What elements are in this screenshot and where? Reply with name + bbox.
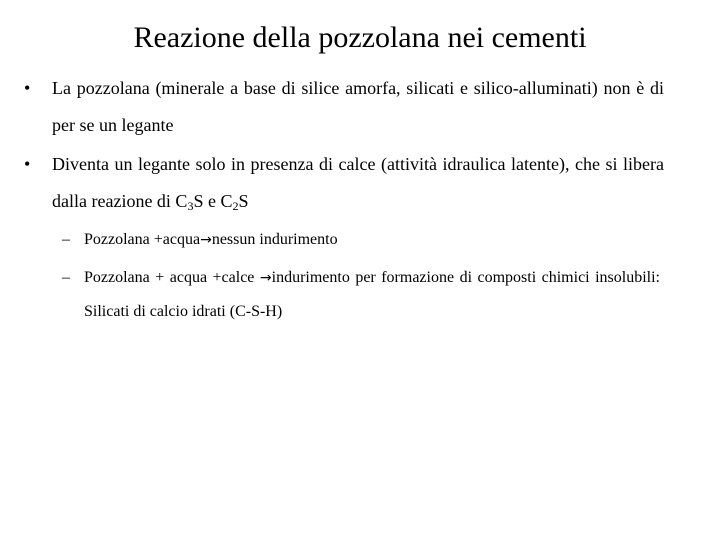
subscript: 2	[232, 199, 239, 213]
sub-bullet-text	[84, 261, 660, 329]
arrow-right-icon: →	[259, 270, 272, 286]
bullet-text-part: Diventa un legante solo in presenza di calce (attività idraulica latente), che si libera dalla reazione di C	[52, 154, 664, 211]
sub-bullet-text-part: Pozzolana +acqua	[84, 231, 201, 248]
bullet-marker: •	[24, 78, 31, 98]
slide-title: Reazione della pozzolana nei cementi	[133, 21, 587, 54]
bullet-item	[24, 70, 664, 144]
sub-bullet-text-part: nessun indurimento	[211, 231, 338, 248]
bullet-text-part: S e C	[193, 191, 233, 211]
sub-bullet-text-part: Pozzolana + acqua +calce	[84, 269, 260, 286]
bullet-marker: •	[24, 154, 31, 174]
sub-bullet-item	[62, 261, 660, 329]
sub-bullet-marker: –	[62, 231, 70, 248]
bullet-text-part: S	[238, 191, 249, 211]
sub-bullet-marker: –	[62, 269, 70, 286]
bullet-item	[24, 146, 664, 220]
bullet-text	[52, 146, 664, 220]
sub-bullet-text-part: indurimento per formazione di composti chimici insolubili: Silicati di calcio idrati (C-S-H)	[84, 269, 661, 320]
sub-bullet-text	[84, 223, 660, 257]
sub-bullet-item	[62, 223, 660, 257]
subscript: 3	[187, 199, 194, 213]
bullet-text: La pozzolana (minerale a base di silice amorfa, silicati e silico-alluminati) non è di per se un legante	[52, 78, 664, 135]
arrow-right-icon: →	[200, 232, 212, 248]
